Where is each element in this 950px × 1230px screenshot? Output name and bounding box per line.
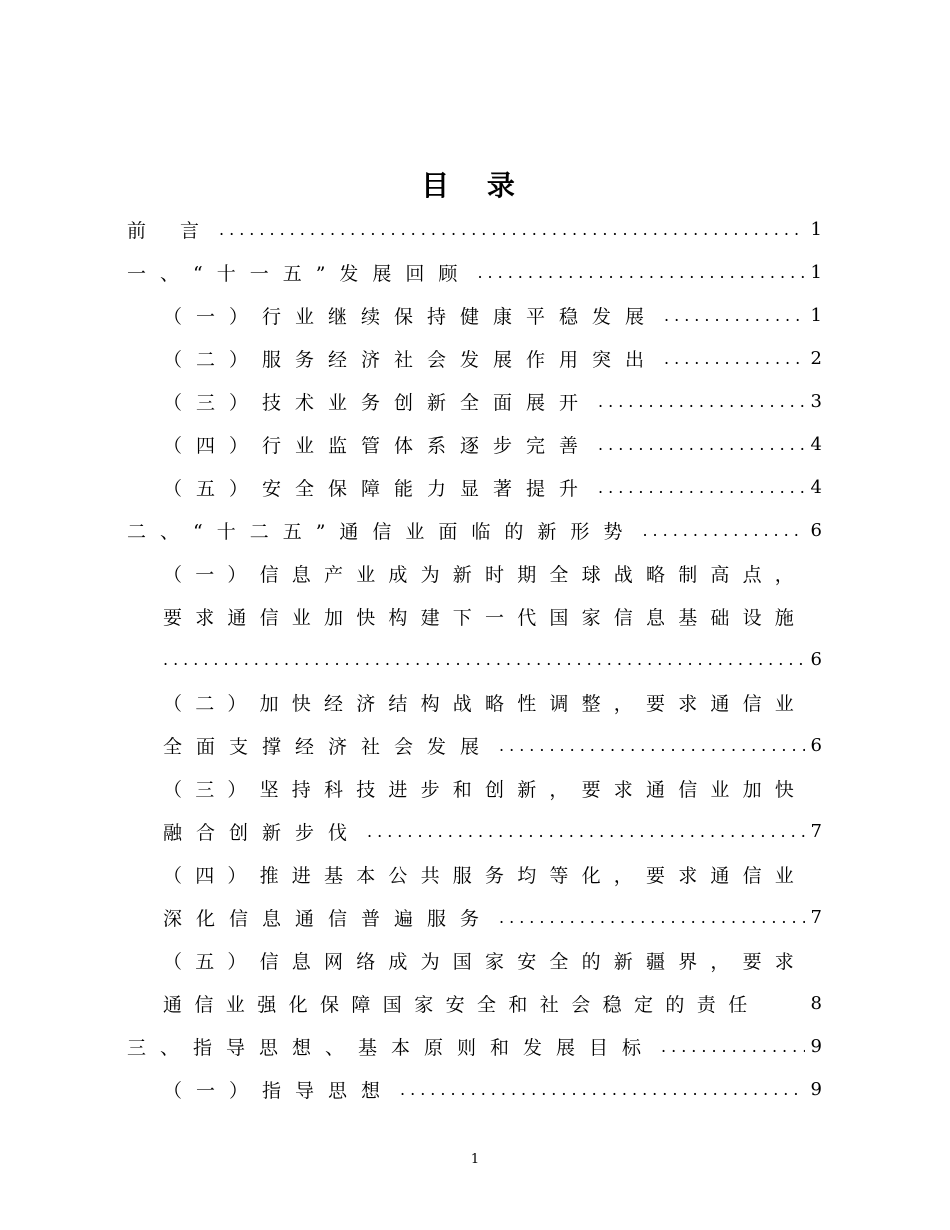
toc-entry-label: （四）推进基本公共服务均等化，要求通信业 (163, 865, 808, 887)
toc-entry-label: 一、“十一五”发展回顾 (127, 263, 472, 285)
toc-leader-dots (163, 638, 805, 681)
toc-entry-label: 通信业强化保障国家安全和社会稳定的责任 (163, 994, 760, 1016)
toc-leader-dots (219, 208, 805, 251)
toc-entry-label: （一）指导思想 (163, 1080, 395, 1102)
toc-entry-label: （四）行业监管体系逐步完善 (163, 435, 593, 457)
toc-entry-section-2-5-line1[interactable] (163, 939, 822, 982)
toc-entry-label: 前 言 (127, 220, 214, 242)
toc-page-number: 1 (810, 262, 822, 283)
toc-entry-label: （二）加快经济结构战略性调整，要求通信业 (163, 693, 808, 715)
toc-page-number: 4 (810, 477, 822, 498)
toc-entry-label: 二、“十二五”通信业面临的新形势 (127, 521, 637, 543)
toc-page-number: 9 (810, 1036, 822, 1057)
toc-leader-dots (664, 294, 805, 337)
toc-entry-section-2-4-line1[interactable] (163, 853, 822, 896)
toc-leader-dots (598, 423, 805, 466)
toc-entry-section-2-3-line1[interactable] (163, 767, 822, 810)
toc-entry-section-1-5[interactable] (163, 466, 822, 509)
toc-entry-label: （二）服务经济社会发展作用突出 (163, 349, 659, 371)
toc-entry-section-2-1-line3[interactable] (163, 638, 822, 681)
toc-entry-section-2-2-line2[interactable] (163, 724, 822, 767)
toc-leader-dots (499, 896, 805, 939)
toc-entry-label: （三）坚持科技进步和创新，要求通信业加快 (163, 779, 808, 801)
toc-entry-section-2-5-line2[interactable] (163, 982, 822, 1025)
toc-page-number: 8 (810, 993, 822, 1014)
toc-entry-section-1[interactable] (127, 251, 822, 294)
toc-entry-label: （三）技术业务创新全面展开 (163, 392, 593, 414)
toc-leader-dots (598, 380, 805, 423)
toc-page-number: 1 (810, 305, 822, 326)
toc-page-number: 2 (810, 348, 822, 369)
toc-entry-preface[interactable] (127, 208, 822, 251)
toc-entry-label: （五）信息网络成为国家安全的新疆界，要求 (163, 951, 808, 973)
toc-entry-section-3-1[interactable] (163, 1068, 822, 1111)
toc-leader-dots (400, 1068, 805, 1111)
toc-page-number: 6 (810, 649, 822, 670)
toc-leader-dots (661, 1025, 805, 1068)
toc-entry-label: （一）信息产业成为新时期全球战略制高点， (163, 564, 808, 586)
toc-leader-dots (598, 466, 805, 509)
toc-entry-label: （一）行业继续保持健康平稳发展 (163, 306, 659, 328)
toc-leader-dots (664, 337, 805, 380)
toc-entry-section-2-2-line1[interactable] (163, 681, 822, 724)
toc-entry-section-1-3[interactable] (163, 380, 822, 423)
toc-entry-label: 要求通信业加快构建下一代国家信息基础设施 (163, 607, 808, 629)
toc-entry-section-2-3-line2[interactable] (163, 810, 822, 853)
toc-entry-label: 全面支撑经济社会发展 (163, 736, 494, 758)
toc-entry-section-2[interactable] (127, 509, 822, 552)
toc-page-number: 6 (810, 735, 822, 756)
toc-page-number: 4 (810, 434, 822, 455)
toc-entry-section-1-2[interactable] (163, 337, 822, 380)
toc-page-number: 7 (810, 907, 822, 928)
toc-entry-section-1-4[interactable] (163, 423, 822, 466)
toc-entry-section-2-1-line1[interactable] (163, 552, 822, 595)
toc-leader-dots (499, 724, 805, 767)
toc-leader-dots (477, 251, 804, 294)
toc-page-number: 9 (810, 1079, 822, 1100)
toc-entry-label: （五）安全保障能力显著提升 (163, 478, 593, 500)
toc-entry-label: 融合创新步伐 (163, 822, 362, 844)
toc-entry-label: 三、指导思想、基本原则和发展目标 (127, 1037, 656, 1059)
page-number-footer: 1 (470, 1152, 480, 1167)
toc-entry-section-1-1[interactable] (163, 294, 822, 337)
toc-page-number: 3 (810, 391, 822, 412)
toc-title: 目 录 (421, 169, 529, 202)
toc-entry-section-3[interactable] (127, 1025, 822, 1068)
toc-entry-section-2-4-line2[interactable] (163, 896, 822, 939)
toc-page-number: 7 (810, 821, 822, 842)
toc-page-number: 6 (810, 520, 822, 541)
toc-leader-dots (642, 509, 804, 552)
toc-page-number: 1 (810, 219, 822, 240)
toc-entry-label: 深化信息通信普遍服务 (163, 908, 494, 930)
toc-entry-section-2-1-line2[interactable] (163, 595, 822, 638)
toc-leader-dots (367, 810, 805, 853)
